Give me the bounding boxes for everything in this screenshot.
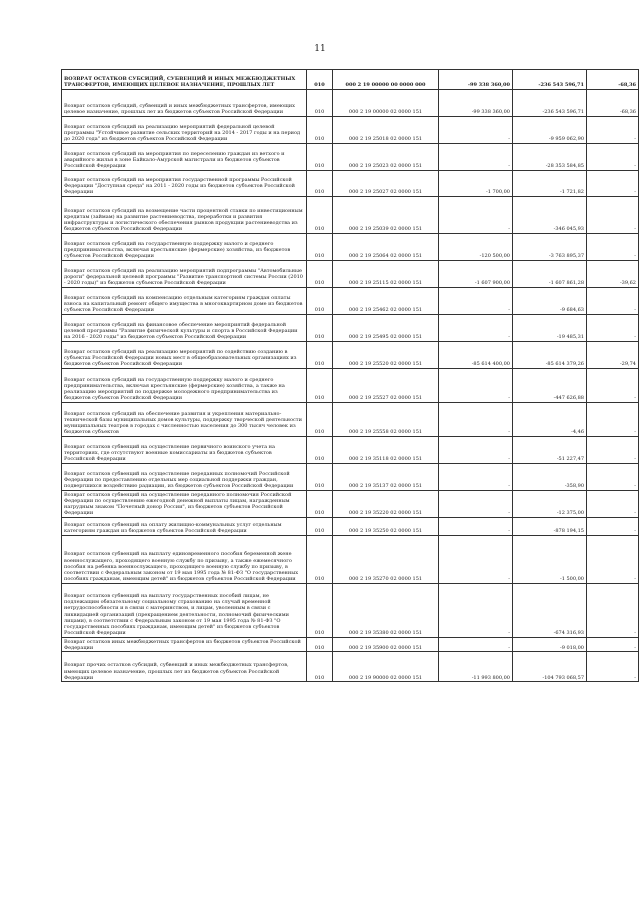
execution-percent: - (587, 315, 639, 342)
budget-classification-code: 000 2 19 25527 02 0000 151 (333, 369, 439, 403)
line-code: 010 (307, 288, 333, 315)
executed-amount: -447 626,88 (513, 369, 587, 403)
execution-percent: - (587, 171, 639, 197)
table-row (62, 518, 639, 536)
line-code: 010 (307, 90, 333, 117)
table-row (62, 342, 639, 369)
execution-percent: - (587, 144, 639, 171)
table-row (62, 288, 639, 315)
item-name: Возврат остатков субсидий на возмещение части процентной ставки по инвестиционным кредитам (займам) на развитие растениеводства, переработки и развития инфраструктуры и логистического обеспечения рынков продукции растениеводства из бюджетов субъектов Российской Федерации (62, 197, 307, 234)
executed-amount: -104 793 068,57 (513, 652, 587, 682)
executed-amount: -12 375,00 (513, 491, 587, 518)
approved-amount: - (439, 638, 513, 652)
item-name: Возврат остатков субсидий на финансовое обеспечение мероприятий федеральной целевой программы "Развитие физической культуры и спорта в Российской Федерации на 2016 - 2020 годы" из бюджетов субъектов Российской Федерации (62, 315, 307, 342)
item-name: Возврат остатков субсидий на государственную поддержку малого и среднего предпринимательства, включая крестьянские (фермерские) хозяйства, а также на реализацию мероприятий по поддержке молодежного предпринимательства из бюджетов субъектов Российской Федерации (62, 369, 307, 403)
budget-classification-code: 000 2 19 35270 02 0000 151 (333, 536, 439, 584)
line-code: 010 (307, 403, 333, 437)
executed-amount: -4,46 (513, 403, 587, 437)
line-code: 010 (307, 437, 333, 464)
table-row (62, 197, 639, 234)
line-code: 010 (307, 70, 333, 90)
execution-percent: - (587, 464, 639, 491)
item-name: Возврат остатков субсидий на реализацию мероприятий по содействию созданию в субъектах Российской Федерации новых мест в общеобразовательных организациях из бюджетов субъектов Российской Федерации (62, 342, 307, 369)
item-name: Возврат остатков иных межбюджетных трансфертов из бюджетов субъектов Российской Федерации (62, 638, 307, 652)
item-name: Возврат остатков субсидий на мероприятия государственной программы Российской Федерации "Доступная среда" на 2011 - 2020 годы из бюджетов субъектов Российской Федерации (62, 171, 307, 197)
line-code: 010 (307, 584, 333, 638)
approved-amount: - (439, 144, 513, 171)
line-code: 010 (307, 197, 333, 234)
table-row (62, 652, 639, 682)
item-name: Возврат остатков субвенций на выплату единовременного пособия беременной жене военнослужащего, проходящего военную службу по призыву, а также ежемесячного пособия на ребенка военнослужащего, проходящего военную службу по призыву, в соответствии с Федеральным законом от 19 мая 1995 года № 81-ФЗ "О государственных пособиях гражданам, имеющим детей" из бюджетов субъектов Российской Федерации (62, 536, 307, 584)
budget-classification-code: 000 2 19 35380 02 0000 151 (333, 584, 439, 638)
executed-amount: -878 194,15 (513, 518, 587, 536)
line-code: 010 (307, 464, 333, 491)
executed-amount: -19 485,31 (513, 315, 587, 342)
budget-classification-code: 000 2 19 35137 02 0000 151 (333, 464, 439, 491)
line-code: 010 (307, 144, 333, 171)
table-body (62, 70, 639, 682)
budget-classification-code: 000 2 19 90000 02 0000 151 (333, 652, 439, 682)
table-row (62, 315, 639, 342)
execution-percent: - (587, 117, 639, 144)
budget-classification-code: 000 2 19 25115 02 0000 151 (333, 261, 439, 288)
execution-percent: -68,36 (587, 70, 639, 90)
execution-percent: - (587, 491, 639, 518)
table-row (62, 261, 639, 288)
budget-classification-code: 000 2 19 25039 02 0000 151 (333, 197, 439, 234)
line-code: 010 (307, 536, 333, 584)
table-row (62, 464, 639, 491)
budget-classification-code: 000 2 19 25462 02 0000 151 (333, 288, 439, 315)
execution-percent: - (587, 369, 639, 403)
budget-classification-code: 000 2 19 25495 02 0000 151 (333, 315, 439, 342)
budget-classification-code: 000 2 19 25558 02 0000 151 (333, 403, 439, 437)
line-code: 010 (307, 117, 333, 144)
approved-amount: - (439, 584, 513, 638)
item-name: Возврат остатков субвенций на выплату государственных пособий лицам, не подлежащим обязательному социальному страхованию на случай временной нетрудоспособности и в связи с материнством, и лицам, уволенным в связи с ликвидацией организаций (прекращением деятельности, полномочий физическими лицами), в соответствии с Федеральным законом от 19 мая 1995 года № 81-ФЗ "О государственных пособиях гражданам, имеющим детей" из бюджетов субъектов Российской Федерации (62, 584, 307, 638)
table-row (62, 70, 639, 90)
table-row (62, 584, 639, 638)
approved-amount: - (439, 536, 513, 584)
item-name: Возврат остатков субсидий на компенсацию отдельным категориям граждан оплаты взноса на капитальный ремонт общего имущества в многоквартирном доме из бюджетов субъектов Российской Федерации (62, 288, 307, 315)
budget-classification-code: 000 2 19 25023 02 0000 151 (333, 144, 439, 171)
execution-percent: - (587, 403, 639, 437)
executed-amount: -9 018,00 (513, 638, 587, 652)
item-name: Возврат остатков субсидий на мероприятия по переселению граждан из ветхого и аварийного жилья в зоне Байкало-Амурской магистрали из бюджетов субъектов Российской Федерации (62, 144, 307, 171)
approved-amount: - (439, 437, 513, 464)
approved-amount: -99 338 360,00 (439, 70, 513, 90)
executed-amount: -9 959 062,90 (513, 117, 587, 144)
approved-amount: -85 614 400,00 (439, 342, 513, 369)
approved-amount: - (439, 288, 513, 315)
executed-amount: -236 543 596,71 (513, 70, 587, 90)
item-name: ВОЗВРАТ ОСТАТКОВ СУБСИДИЙ, СУБВЕНЦИЙ И ИНЫХ МЕЖБЮДЖЕТНЫХ ТРАНСФЕРТОВ, ИМЕЮЩИХ ЦЕЛЕВОЕ НАЗНАЧЕНИЕ, ПРОШЛЫХ ЛЕТ (62, 70, 307, 90)
executed-amount: -28 353 584,85 (513, 144, 587, 171)
line-code: 010 (307, 171, 333, 197)
execution-percent: - (587, 536, 639, 584)
approved-amount: - (439, 315, 513, 342)
line-code: 010 (307, 518, 333, 536)
table-row (62, 437, 639, 464)
approved-amount: -1 700,00 (439, 171, 513, 197)
approved-amount: - (439, 369, 513, 403)
budget-classification-code: 000 2 19 00000 02 0000 151 (333, 90, 439, 117)
item-name: Возврат остатков субвенций на оплату жилищно-коммунальных услуг отдельным категориям граждан из бюджетов субъектов Российской Федерации (62, 518, 307, 536)
execution-percent: - (587, 652, 639, 682)
budget-classification-code: 000 2 19 35250 02 0000 151 (333, 518, 439, 536)
item-name: Возврат прочих остатков субсидий, субвенций и иных межбюджетных трансфертов, имеющих целевое назначение, прошлых лет из бюджетов субъектов Российской Федерации (62, 652, 307, 682)
budget-classification-code: 000 2 19 25018 02 0000 151 (333, 117, 439, 144)
execution-percent: -68,36 (587, 90, 639, 117)
budget-classification-code: 000 2 19 35900 02 0000 151 (333, 638, 439, 652)
approved-amount: - (439, 518, 513, 536)
line-code: 010 (307, 652, 333, 682)
budget-classification-code: 000 2 19 25520 02 0000 151 (333, 342, 439, 369)
executed-amount: -1 607 861,28 (513, 261, 587, 288)
approved-amount: - (439, 491, 513, 518)
line-code: 010 (307, 638, 333, 652)
table-row (62, 536, 639, 584)
executed-amount: -85 614 379,26 (513, 342, 587, 369)
item-name: Возврат остатков субсидий на государственную поддержку малого и среднего предпринимательства, включая крестьянские (фермерские) хозяйства, из бюджетов субъектов Российской Федерации (62, 234, 307, 261)
executed-amount: -3 763 895,37 (513, 234, 587, 261)
table-row (62, 491, 639, 518)
budget-classification-code: 000 2 19 25027 02 0000 151 (333, 171, 439, 197)
budget-classification-code: 000 2 19 25064 02 0000 151 (333, 234, 439, 261)
approved-amount: - (439, 117, 513, 144)
budget-classification-code: 000 2 19 00000 00 0000 000 (333, 70, 439, 90)
execution-percent: -39,62 (587, 261, 639, 288)
execution-percent: -29,74 (587, 342, 639, 369)
execution-percent: - (587, 584, 639, 638)
execution-percent: - (587, 234, 639, 261)
item-name: Возврат остатков субсидий на реализацию мероприятий подпрограммы "Автомобильные дороги" федеральной целевой программы "Развитие транспортной системы России (2010 - 2020 годы)" из бюджетов субъектов Российской Федерации (62, 261, 307, 288)
item-name: Возврат остатков субсидий на реализацию мероприятий федеральной целевой программы "Устойчивое развитие сельских территорий на 2014 - 2017 годы и на период до 2020 года" из бюджетов субъектов Российской Федерации (62, 117, 307, 144)
budget-classification-code: 000 2 19 35220 02 0000 151 (333, 491, 439, 518)
execution-percent: - (587, 437, 639, 464)
approved-amount: -1 607 900,00 (439, 261, 513, 288)
item-name: Возврат остатков субсидий, субвенций и иных межбюджетных трансфертов, имеющих целевое назначение, прошлых лет из бюджетов субъектов Российской Федерации (62, 90, 307, 117)
execution-percent: - (587, 638, 639, 652)
table-row (62, 403, 639, 437)
line-code: 010 (307, 261, 333, 288)
table-row (62, 117, 639, 144)
budget-returns-table (61, 69, 639, 682)
approved-amount: - (439, 464, 513, 491)
executed-amount: -1 721,82 (513, 171, 587, 197)
approved-amount: -99 338 360,00 (439, 90, 513, 117)
item-name: Возврат остатков субвенций на осуществление первичного воинского учета на территориях, где отсутствуют военные комиссариаты из бюджетов субъектов Российской Федерации (62, 437, 307, 464)
execution-percent: - (587, 518, 639, 536)
line-code: 010 (307, 369, 333, 403)
item-name: Возврат остатков субвенций на осуществление переданного полномочия Российской Федерации по осуществлению ежегодной денежной выплаты лицам, награжденным нагрудным знаком "Почетный донор России", из бюджетов субъектов Российской Федерации (62, 491, 307, 518)
execution-percent: - (587, 288, 639, 315)
executed-amount: -674 316,93 (513, 584, 587, 638)
table-row (62, 234, 639, 261)
executed-amount: -1 500,00 (513, 536, 587, 584)
line-code: 010 (307, 234, 333, 261)
executed-amount: -346 045,93 (513, 197, 587, 234)
executed-amount: -9 684,63 (513, 288, 587, 315)
line-code: 010 (307, 491, 333, 518)
page-number: 11 (314, 44, 326, 54)
table-row (62, 171, 639, 197)
approved-amount: -120 500,00 (439, 234, 513, 261)
item-name: Возврат остатков субсидий на обеспечение развития и укрепления материально-технической базы муниципальных домов культуры, поддержку творческой деятельности муниципальных театров в городах с численностью населения до 300 тысяч человек из бюджетов субъектов (62, 403, 307, 437)
approved-amount: - (439, 403, 513, 437)
executed-amount: -236 543 596,71 (513, 90, 587, 117)
approved-amount: -11 993 800,00 (439, 652, 513, 682)
line-code: 010 (307, 342, 333, 369)
table-row (62, 369, 639, 403)
approved-amount: - (439, 197, 513, 234)
line-code: 010 (307, 315, 333, 342)
execution-percent: - (587, 197, 639, 234)
table-row (62, 90, 639, 117)
table-row (62, 638, 639, 652)
item-name: Возврат остатков субвенций на осуществление переданных полномочий Российской Федерации по предоставлению отдельных мер социальной поддержки граждан, подвергшихся воздействию радиации, из бюджетов субъектов Российской Федерации (62, 464, 307, 491)
executed-amount: -51 227,47 (513, 437, 587, 464)
budget-classification-code: 000 2 19 35118 02 0000 151 (333, 437, 439, 464)
executed-amount: -358,90 (513, 464, 587, 491)
table-row (62, 144, 639, 171)
